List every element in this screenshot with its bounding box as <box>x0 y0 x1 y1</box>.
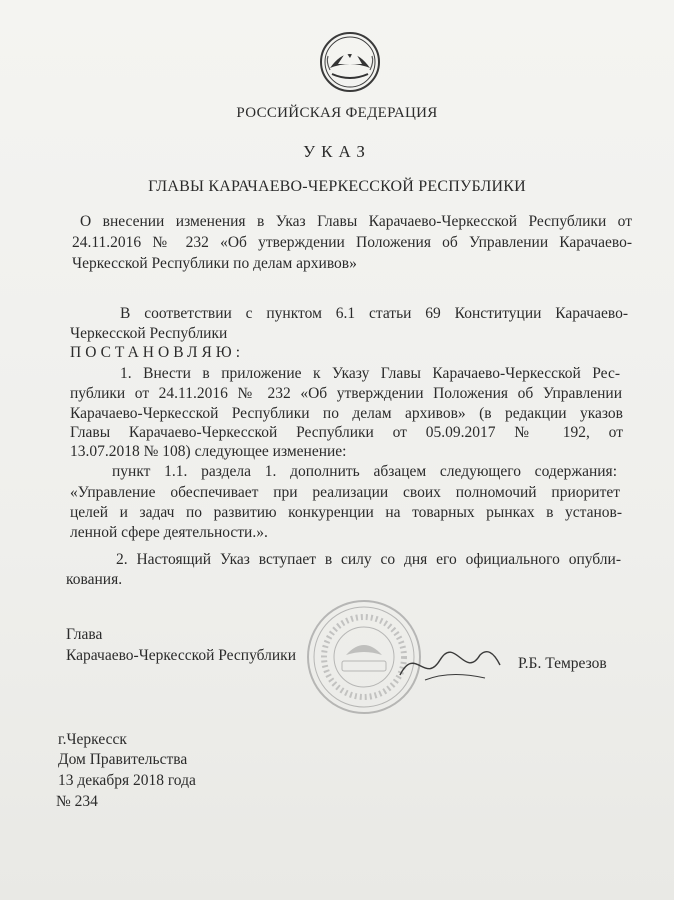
item1-line-7: «Управление обеспечивает при реализации своих полномочий приоритет <box>70 484 620 501</box>
title-line-3: Черкесской Республики по делам архивов» <box>72 255 357 272</box>
preamble-line-1: В соответствии с пунктом 6.1 статьи 69 Конституции Карачаево- <box>120 305 628 322</box>
title-line-1: О внесении изменения в Указ Главы Карачаево-Черкесской Республики от <box>80 213 632 230</box>
coat-of-arms-emblem <box>318 30 382 94</box>
item1-line-4: Главы Карачаево-Черкесской Республики от 05.09.2017 № 192, от <box>70 424 623 441</box>
item1-line-5: 13.07.2018 № 108) следующее изменение: <box>70 443 347 460</box>
item1-line-9: ленной сфере деятельности.». <box>70 524 268 541</box>
handwritten-signature <box>395 640 505 690</box>
footer-date: 13 декабря 2018 года <box>58 772 196 789</box>
decree-word: ПОСТАНОВЛЯЮ: <box>70 344 245 361</box>
signatory-title-line-2: Карачаево-Черкесской Республики <box>66 647 296 664</box>
item2-line-2: кования. <box>66 571 123 588</box>
footer-number: № 234 <box>56 793 98 810</box>
item1-line-2: публики от 24.11.2016 № 232 «Об утверждении Положения об Управлении <box>70 385 622 402</box>
item1-line-8: целей и задач по развитию конкуренции на товарных рынках в установ- <box>70 504 622 521</box>
issuer-heading: ГЛАВЫ КАРАЧАЕВО-ЧЕРКЕССКОЙ РЕСПУБЛИКИ <box>148 178 526 195</box>
footer-city: г.Черкесск <box>58 731 127 748</box>
footer-place: Дом Правительства <box>58 751 188 768</box>
item1-line-6: пункт 1.1. раздела 1. дополнить абзацем следующего содержания: <box>112 463 617 480</box>
signatory-title-line-1: Глава <box>66 626 103 643</box>
signatory-name: Р.Б. Темрезов <box>518 655 607 672</box>
item1-line-1: 1. Внести в приложение к Указу Главы Карачаево-Черкесской Рес- <box>120 365 620 382</box>
title-line-2: 24.11.2016 № 232 «Об утверждении Положения об Управлении Карачаево- <box>72 234 632 251</box>
item2-line-1: 2. Настоящий Указ вступает в силу со дня его официального опубли- <box>116 551 621 568</box>
document-type-heading: УКАЗ <box>303 142 371 161</box>
item1-line-3: Карачаево-Черкесской Республики по делам архивов» (в редакции указов <box>70 405 623 422</box>
preamble-line-2: Черкесской Республики <box>70 325 228 342</box>
country-heading: РОССИЙСКАЯ ФЕДЕРАЦИЯ <box>236 105 438 121</box>
